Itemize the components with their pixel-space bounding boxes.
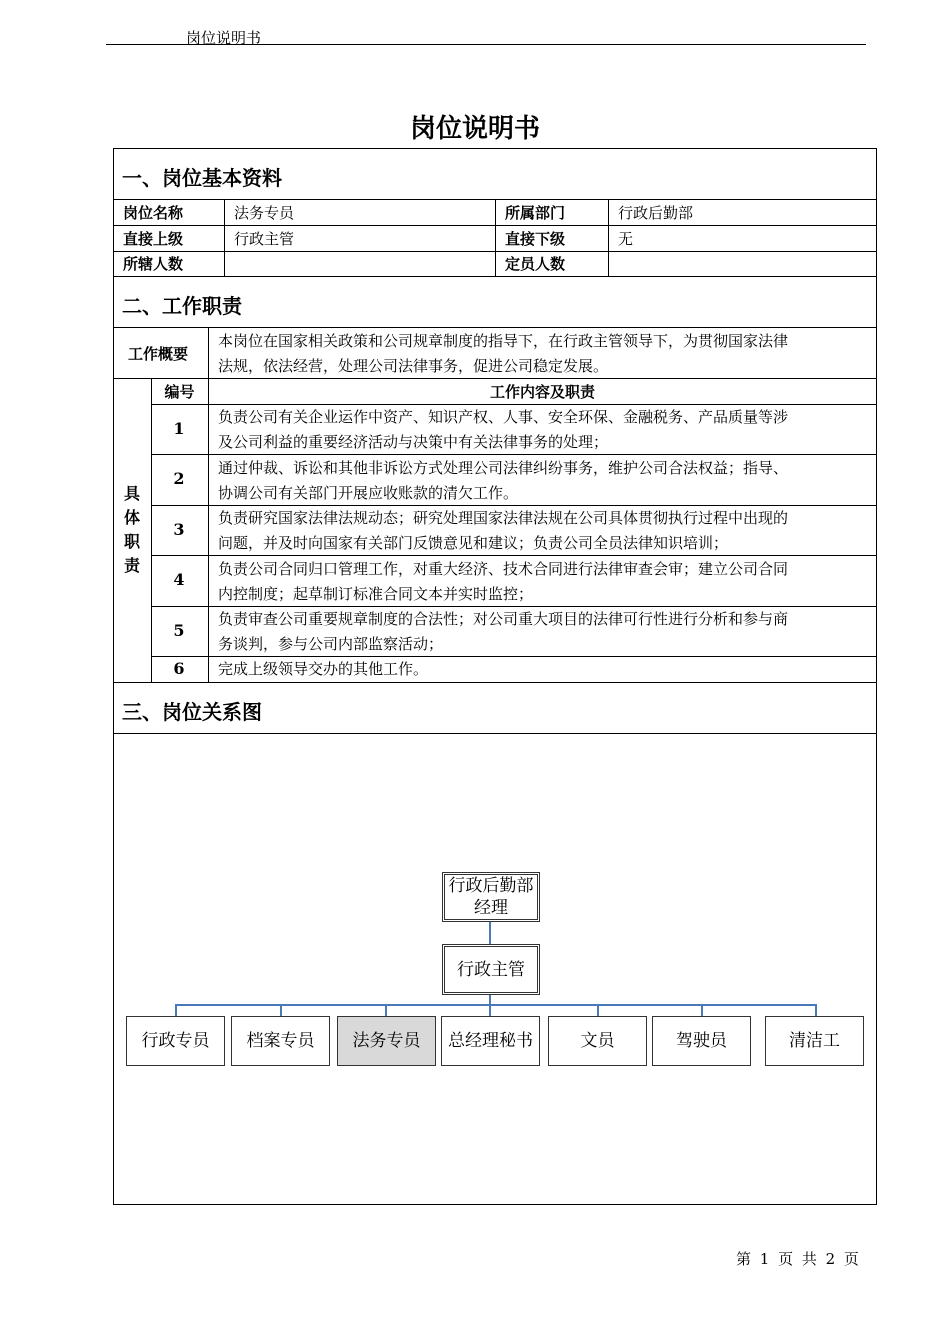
label-headcount-managed: 所辖人数 [123,255,184,273]
value-direct-superior: 行政主管 [234,230,295,248]
rule [208,378,209,682]
page-title: 岗位说明书 [409,114,540,144]
rule [113,276,877,277]
connector-drop [385,1004,387,1016]
duty-2-line-2: 协调公司有关部门开展应收账款的清欠工作。 [218,484,519,502]
connector-drop [280,1004,282,1016]
column-header-number: 编号 [164,383,195,401]
rule [113,682,877,683]
org-box-gm-secretary: 总经理秘书 [441,1016,540,1066]
label-staffing-quota: 定员人数 [505,255,566,273]
org-box-legal-specialist-current: 法务专员 [337,1016,436,1066]
duty-number: 4 [173,570,185,589]
side-char: 体 [123,508,140,527]
work-summary-line-1: 本岗位在国家相关政策和公司规章制度的指导下，在行政主管领导下，为贯彻国家法律 [218,332,789,350]
side-char: 具 [123,484,140,503]
rule [113,378,877,379]
org-box-cleaner: 清洁工 [765,1016,864,1066]
org-box-driver: 驾驶员 [652,1016,751,1066]
duty-number: 5 [173,621,185,640]
rule [495,199,496,276]
duty-1-line-1: 负责公司有关企业运作中资产、知识产权、人事、安全环保、金融税务、产品质量等涉 [218,408,789,426]
label-direct-subordinate: 直接下级 [505,230,566,248]
running-header: 岗位说明书 [186,29,262,47]
section-basic-info-heading: 一、岗位基本资料 [122,166,282,190]
connector-drop [489,1004,491,1016]
org-box-clerk: 文员 [548,1016,647,1066]
duty-4-line-2: 内控制度；起草制订标准合同文本并实时监控； [218,585,534,603]
header-rule [106,44,866,45]
page-footer: 第 1 页 共 2 页 [736,1250,859,1268]
section-relationship-heading: 三、岗位关系图 [122,700,262,724]
label-position-name: 岗位名称 [123,204,184,222]
rule [208,327,209,378]
duty-6-line-1: 完成上级领导交办的其他工作。 [218,660,429,678]
side-char: 责 [123,556,140,575]
connector-drop [815,1004,817,1016]
duty-3-line-1: 负责研究国家法律法规动态；研究处理国家法律法规在公司具体贯彻执行过程中出现的 [218,509,789,527]
label-department: 所属部门 [505,204,566,222]
org-box-archives-specialist: 档案专员 [231,1016,330,1066]
org-box-admin-specialist: 行政专员 [126,1016,225,1066]
org-box-admin-logistics-manager [442,872,540,922]
duty-1-line-2: 及公司利益的重要经济活动与决策中有关法律事务的处理； [218,433,609,451]
specific-duties-label [113,482,151,578]
value-direct-subordinate: 无 [618,230,634,248]
rule [224,199,225,276]
duty-number: 3 [173,520,185,539]
section-duties-heading: 二、工作职责 [122,294,242,318]
org-box-admin-supervisor: 行政主管 [442,944,540,995]
duty-3-line-2: 问题，并及时向国家有关部门反馈意见和建议；负责公司全员法律知识培训； [218,534,729,552]
duty-4-line-1: 负责公司合同归口管理工作，对重大经济、技术合同进行法律审查会审；建立公司合同 [218,560,789,578]
value-position-name: 法务专员 [234,204,295,222]
connector-mid-down [489,994,491,1004]
column-header-content: 工作内容及职责 [489,383,595,401]
label-direct-superior: 直接上级 [123,230,184,248]
connector-drop [597,1004,599,1016]
rule [608,199,609,276]
connector-horizontal-bus [175,1004,817,1006]
side-char: 职 [123,532,140,551]
org-box-text: 行政后勤部 [448,876,534,896]
connector-drop [175,1004,177,1016]
duty-number: 2 [173,469,185,488]
duty-number: 6 [173,659,185,678]
connector-top-to-mid [489,921,491,945]
label-work-summary: 工作概要 [128,345,189,363]
work-summary-line-2: 法规，依法经营，处理公司法律事务，促进公司稳定发展。 [218,357,609,375]
rule [113,327,877,328]
duty-5-line-2: 务谈判，参与公司内部监察活动； [218,635,444,653]
duty-number: 1 [173,419,185,438]
connector-drop [701,1004,703,1016]
value-department: 行政后勤部 [618,204,694,222]
rule [113,733,877,734]
duty-2-line-1: 通过仲裁、诉讼和其他非诉讼方式处理公司法律纠纷事务，维护公司合法权益；指导、 [218,459,789,477]
duty-5-line-1: 负责审查公司重要规章制度的合法性；对公司重大项目的法律可行性进行分析和参与商 [218,610,789,628]
org-box-text: 经理 [474,898,508,918]
